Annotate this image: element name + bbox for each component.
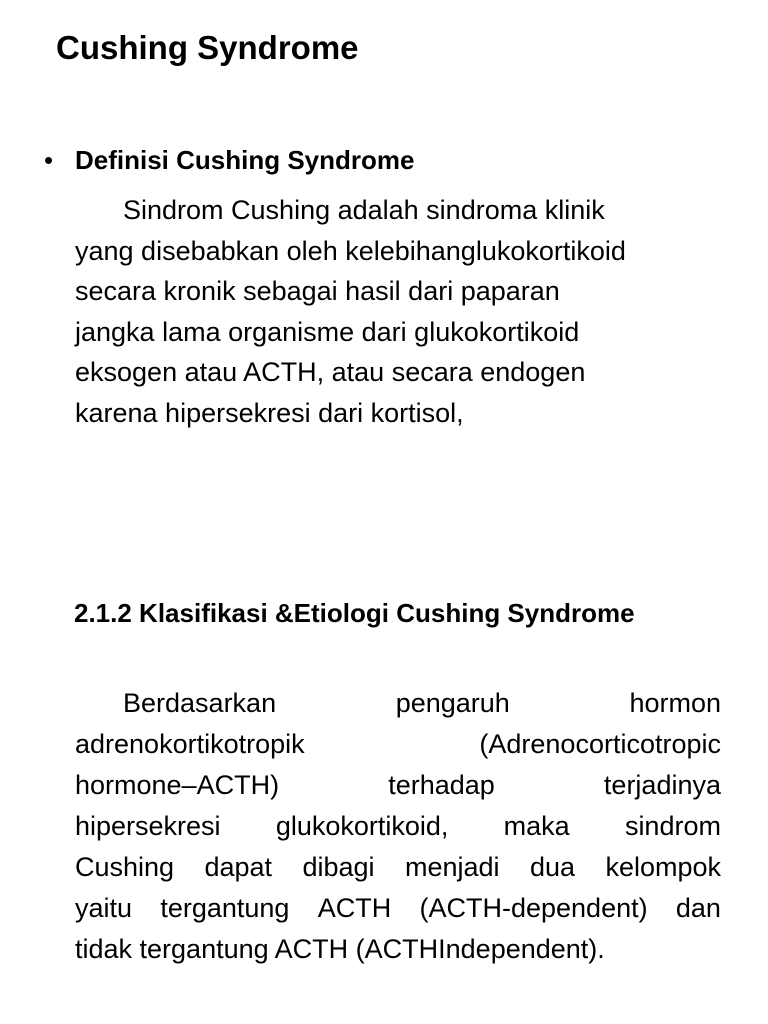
word: dan: [675, 893, 721, 923]
word: dibagi: [302, 852, 375, 882]
word: sindrom: [624, 811, 721, 841]
paragraph-line: Sindrom Cushing adalah sindroma klinik: [123, 195, 605, 225]
paragraph-line: [75, 683, 721, 724]
paragraph-line: [75, 929, 721, 970]
slide-title: Cushing Syndrome: [56, 29, 359, 66]
paragraph-line: secara kronik sebagai hasil dari paparan: [75, 276, 560, 306]
word: menjadi: [404, 852, 500, 882]
paragraph-line: [75, 847, 721, 888]
word: hormone–ACTH): [75, 770, 280, 800]
paragraph-line: jangka lama organisme dari glukokortikoid: [75, 316, 580, 347]
paragraph-line: [75, 888, 721, 929]
section-heading-classification: 2.1.2 Klasifikasi &Etiologi Cushing Syndrome: [74, 598, 635, 628]
word: Cushing: [75, 852, 175, 882]
word: tergantung: [160, 893, 290, 923]
paragraph-line: karena hipersekresi dari kortisol,: [75, 397, 464, 428]
word: adrenokortikotropik: [75, 729, 305, 759]
paragraph-line: [75, 806, 721, 847]
word: hormon: [629, 688, 721, 718]
word: dua: [529, 852, 576, 882]
paragraph-line: [75, 724, 721, 765]
word: Berdasarkan: [123, 688, 277, 718]
word: tidak tergantung ACTH (ACTHIndependent).: [75, 934, 605, 964]
classification-paragraph: [75, 683, 721, 970]
word: terhadap: [388, 770, 495, 800]
word: ACTH: [317, 893, 392, 923]
bullet-item-definition: [44, 142, 724, 180]
word: hipersekresi: [75, 811, 221, 841]
word: (Adrenocorticotropic: [479, 729, 721, 759]
word: terjadinya: [603, 770, 721, 800]
paragraph-line: [75, 765, 721, 806]
paragraph-line: yang disebabkan oleh kelebihanglukokortikoid: [75, 235, 626, 266]
word: glukokortikoid,: [275, 811, 449, 841]
word: dapat: [204, 852, 273, 882]
word: (ACTH-dependent): [419, 893, 648, 923]
definition-paragraph: [75, 190, 735, 433]
word: pengaruh: [395, 688, 510, 718]
definition-heading: Definisi Cushing Syndrome: [75, 145, 415, 175]
paragraph-line: eksogen atau ACTH, atau secara endogen: [75, 357, 586, 387]
bullet-dot-icon: •: [44, 145, 54, 175]
word: maka: [503, 811, 570, 841]
word: kelompok: [605, 852, 721, 882]
word: yaitu: [75, 893, 133, 923]
